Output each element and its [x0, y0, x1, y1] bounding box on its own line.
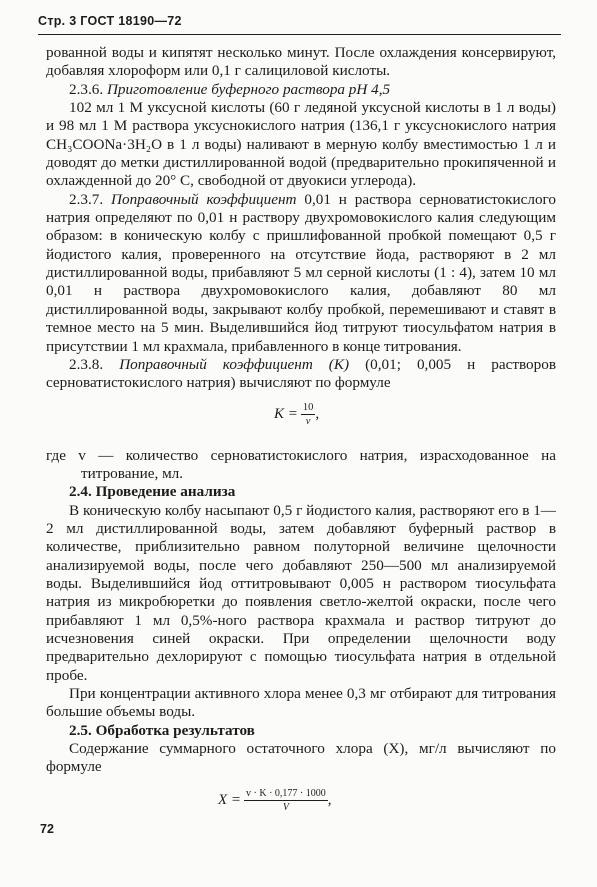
section-text: (0,01; 0,005 н растворов серноватистокислого натрия) вычисляют по формуле [46, 355, 556, 392]
section-2-3-7-paragraph [46, 191, 556, 356]
page-body [46, 44, 556, 831]
formula-x [46, 777, 556, 831]
formula-lhs: K = [274, 405, 298, 422]
section-number: 2.3.8. [69, 355, 104, 373]
buffer-solution-paragraph: 102 мл 1 М уксусной кислоты (60 г ледяной уксусной кислоты в 1 л воды) и 98 мл 1 М раствора уксуснокислого натрия (136,1 г уксуснокислого натрия CH₃COONa·3H₂O в 1 л воды) наливают в мерную колбу вместимостью 1 л и доводят до метки дистиллированной водой (предварительно прокипяченной и охлажденной до 20° С, свободной от двуокиси углерода). [46, 99, 556, 190]
variable-definition: где v — количество серноватистокислого натрия, израсходованное на титрование, мл. [46, 446, 556, 482]
paragraph-continuation: рованной воды и кипятят несколько минут. После охлаждения консервируют, добавляя хлороформ или 0,1 г салициловой кислоты. [46, 44, 556, 80]
formula-denominator: v [305, 415, 311, 427]
formula-k-expression [274, 401, 319, 428]
low-concentration-paragraph: При концентрации активного хлора менее 0,3 мг отбирают для титрования большие объемы воды. [46, 685, 556, 721]
section-text: 0,01 н раствора серноватистокислого натрия определяют по 0,01 н раствору двухромовокислого калия следующим образом: в коническую колбу с пришлифованной пробкой помещают 0,5 г йодистого калия, проверенного на отсутствие йода, растворяют в 2 мл дистиллированной воды, прибавляют 5 мл серной кислоты (1 : 4), затем 10 мл 0,01 н раствора двухромовокислого калия, добавляют 80 мл дистиллированной воды, закрывают колбу пробкой, перемешивают и ставят в темное место на 5 мин. Выделившийся йод титруют тиосульфатом натрия в присутствии 1 мл крахмала, прибавленного в конце титрования. [46, 190, 557, 355]
page-number: 72 [40, 822, 54, 836]
formula-numerator: 10 [302, 401, 314, 413]
formula-numerator: v · K · 0,177 · 1000 [246, 787, 326, 799]
results-paragraph: Содержание суммарного остаточного хлора (X), мг/л вычисляют по формуле [46, 740, 556, 776]
formula-fraction [301, 401, 316, 428]
formula-lhs: X = [218, 791, 242, 808]
section-title: Поправочный коэффициент (K) [119, 355, 350, 373]
formula-fraction [244, 787, 328, 814]
section-2-3-6-heading [46, 81, 556, 99]
section-title: Поправочный коэффициент [111, 190, 297, 208]
header-rule [38, 34, 561, 35]
page-header: Стр. 3 ГОСТ 18190—72 [38, 14, 182, 28]
formula-x-expression [218, 787, 332, 814]
section-title: Приготовление буферного раствора pH 4,5 [106, 80, 391, 98]
section-2-3-8-paragraph [46, 356, 556, 393]
formula-tail: , [315, 405, 320, 422]
section-number: 2.3.6. [69, 80, 104, 98]
section-number: 2.3.7. [69, 190, 104, 208]
analysis-procedure-paragraph: В коническую колбу насыпают 0,5 г йодистого калия, растворяют его в 1—2 мл дистиллированной воды, затем добавляют буферный раствор в количестве, приблизительно равном полуторной величине щелочности анализируемой воды, после чего добавляют 250—500 мл анализируемой воды. Выделившийся йод оттитровывают 0,005 н раствором тиосульфата натрия из микробюретки до появления светло-желтой окраски, после чего прибавляют 1 мл 0,5%-ного раствора крахмала и раствор титруют до исчезновения синей окраски. При определении щелочности воду предварительно дехлорируют с помощью тиосульфата натрия в отдельной пробе. [46, 501, 556, 684]
formula-denominator: V [282, 801, 289, 813]
section-2-4-heading: 2.4. Проведение анализа [69, 483, 236, 501]
formula-k [46, 393, 556, 447]
formula-tail: , [327, 791, 332, 808]
section-2-5-heading: 2.5. Обработка результатов [69, 721, 255, 739]
